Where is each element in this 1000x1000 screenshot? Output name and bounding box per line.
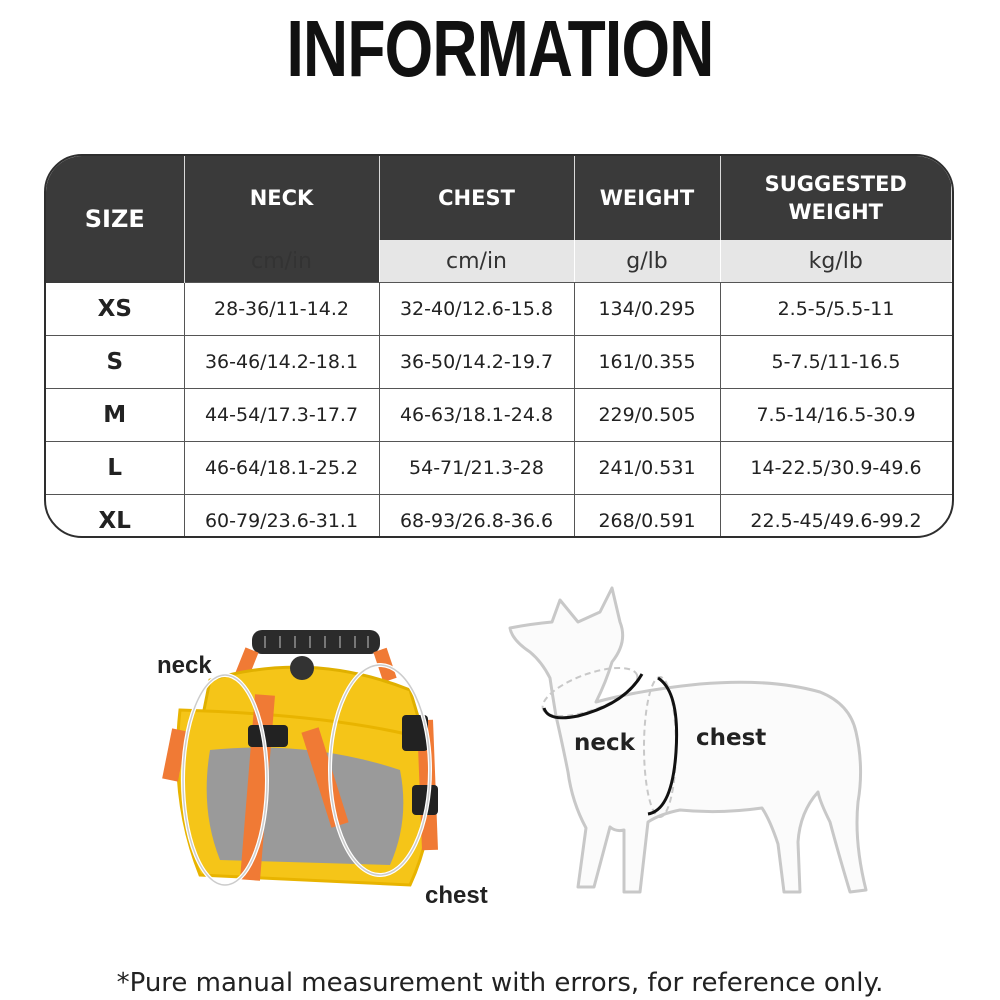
cell-weight: 161/0.355: [574, 336, 720, 389]
harness-chest-label: chest: [425, 882, 488, 909]
cell-weight: 241/0.531: [574, 442, 720, 495]
cell-neck: 60-79/23.6-31.1: [184, 495, 379, 539]
cell-chest: 68-93/26.8-36.6: [379, 495, 574, 539]
cell-weight: 134/0.295: [574, 283, 720, 336]
cell-suggested: 14-22.5/30.9-49.6: [720, 442, 952, 495]
header-size: SIZE: [46, 156, 184, 283]
cell-size: M: [46, 389, 184, 442]
cell-suggested: 22.5-45/49.6-99.2: [750, 510, 922, 532]
unit-suggested: kg/lb: [720, 240, 952, 283]
dog-neck-label: neck: [574, 730, 635, 756]
cell-weight: 229/0.505: [574, 389, 720, 442]
cell-weight: 268/0.591: [574, 495, 720, 539]
cell-neck: 44-54/17.3-17.7: [184, 389, 379, 442]
table-row: [46, 336, 952, 389]
harness-neck-label: neck: [157, 652, 212, 679]
header-chest: CHEST: [379, 156, 574, 240]
header-suggested-weight: [720, 156, 952, 240]
table-row: [46, 283, 952, 336]
disclaimer-footnote: *Pure manual measurement with errors, for reference only.: [116, 968, 884, 998]
table-row: [46, 495, 952, 539]
cell-chest: 36-50/14.2-19.7: [379, 336, 574, 389]
cell-suggested: 7.5-14/16.5-30.9: [720, 389, 952, 442]
dog-chest-label: chest: [696, 725, 767, 751]
cell-chest: 46-63/18.1-24.8: [379, 389, 574, 442]
size-chart-table: [44, 154, 954, 538]
unit-chest: cm/in: [379, 240, 574, 283]
cell-size: L: [46, 442, 184, 495]
cell-size: XS: [46, 283, 184, 336]
cell-chest: 32-40/12.6-15.8: [379, 283, 574, 336]
table-row: [46, 389, 952, 442]
page-title: INFORMATION: [286, 4, 714, 93]
unit-neck: cm/in: [184, 240, 379, 283]
table-header-row: [46, 156, 952, 240]
header-weight: WEIGHT: [574, 156, 720, 240]
header-suggested-line2: WEIGHT: [788, 200, 883, 224]
cell-neck: 28-36/11-14.2: [184, 283, 379, 336]
cell-suggested: 5-7.5/11-16.5: [720, 336, 952, 389]
header-neck: NECK: [184, 156, 379, 240]
cell-chest: 54-71/21.3-28: [379, 442, 574, 495]
table-row: [46, 442, 952, 495]
cell-size: S: [46, 336, 184, 389]
cell-suggested: 2.5-5/5.5-11: [720, 283, 952, 336]
dog-outline-illustration: [500, 582, 880, 912]
cell-neck: 46-64/18.1-25.2: [184, 442, 379, 495]
header-suggested-line1: SUGGESTED: [764, 172, 907, 196]
cell-size: XL: [46, 495, 184, 539]
unit-weight: g/lb: [574, 240, 720, 283]
cell-neck: 36-46/14.2-18.1: [184, 336, 379, 389]
